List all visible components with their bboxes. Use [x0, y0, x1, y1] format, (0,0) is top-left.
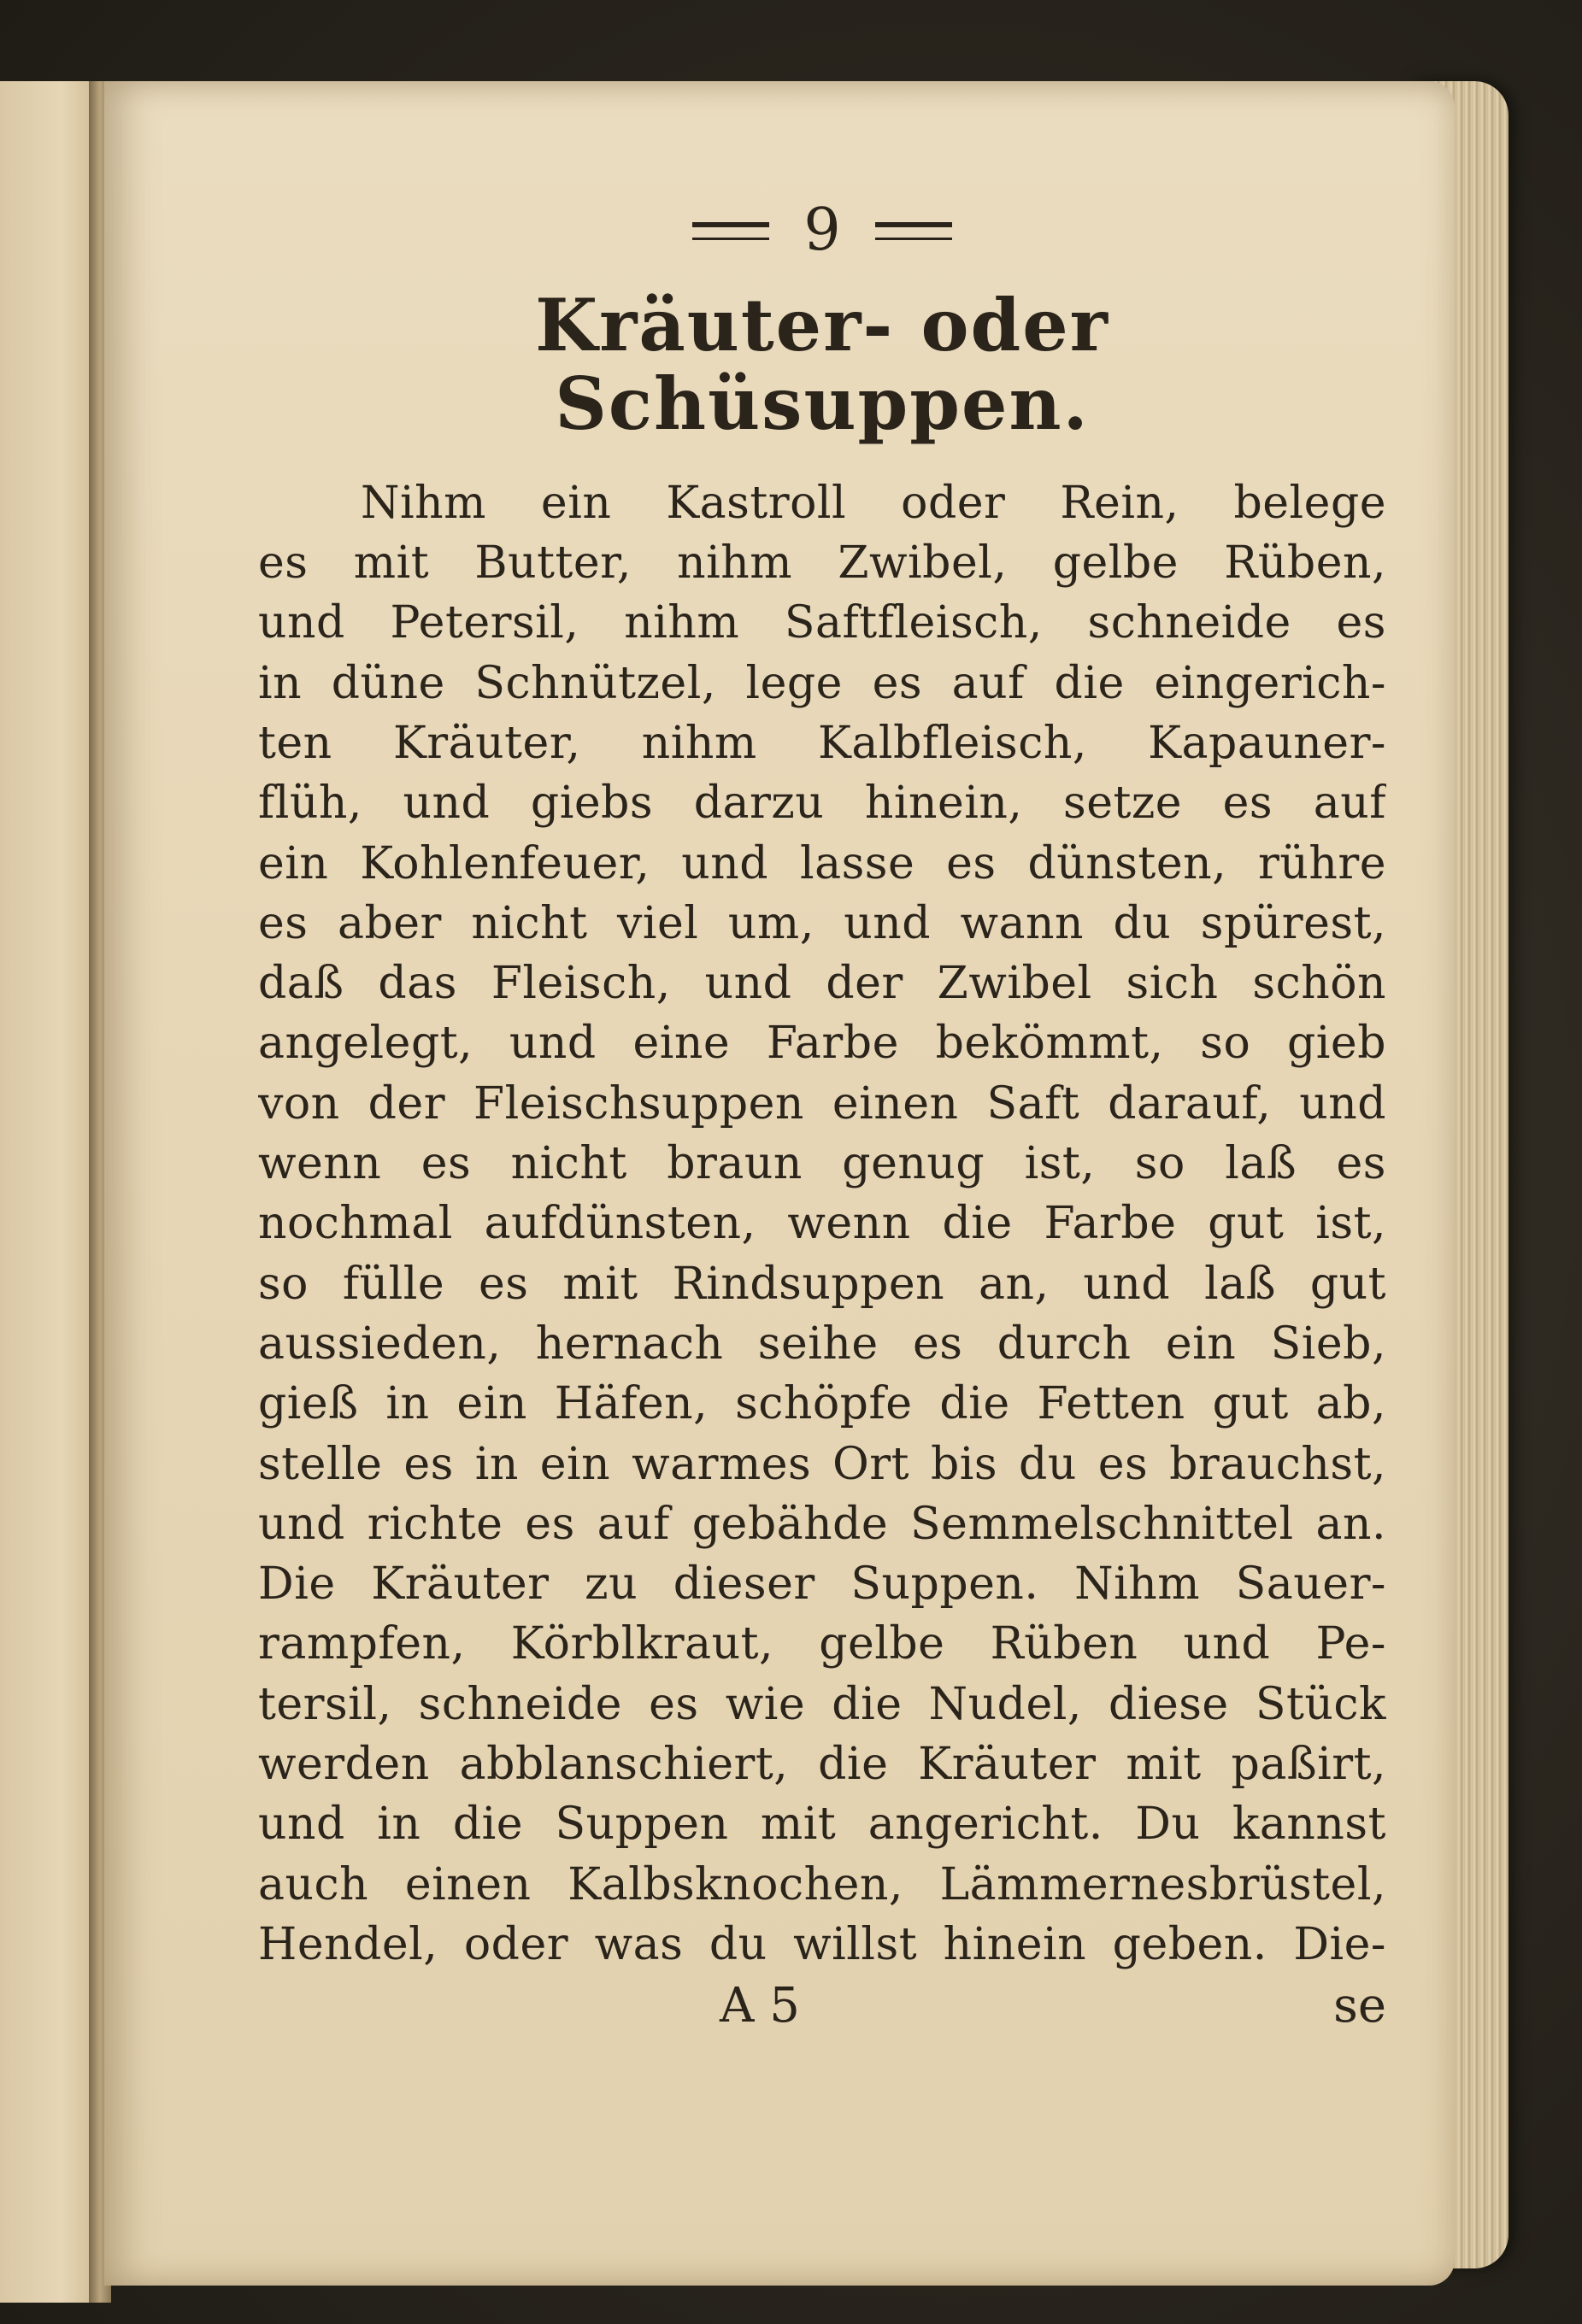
- text-block: [258, 192, 1386, 2046]
- text-line: ten Kräuter, nihm Kalbfleisch, Kapauner-: [258, 717, 1386, 769]
- text-line: ein Kohlenfeuer, und lasse es dünsten, rühre: [258, 837, 1386, 889]
- text-line: Nihm ein Kastroll oder Rein, belege: [361, 477, 1386, 529]
- text-line: auch einen Kalbsknochen, Lämmernesbrüstel,: [258, 1858, 1386, 1910]
- text-line: es aber nicht viel um, und wann du spürest,: [258, 897, 1386, 949]
- ornament-rule-left: [692, 222, 769, 240]
- text-line: rampfen, Körblkraut, gelbe Rüben und Pe-: [258, 1618, 1386, 1670]
- text-line: Die Kräuter zu dieser Suppen. Nihm Sauer-: [258, 1558, 1386, 1611]
- text-line: und richte es auf gebähde Semmelschnittel an.: [258, 1498, 1386, 1550]
- text-line: so fülle es mit Rindsuppen an, und laß gut: [258, 1258, 1386, 1310]
- text-line: angelegt, und eine Farbe bekömmt, so gieb: [258, 1018, 1386, 1070]
- text-line: stelle es in ein warmes Ort bis du es brauchst,: [258, 1438, 1386, 1490]
- text-line: wenn es nicht braun genug ist, so laß es: [258, 1138, 1386, 1190]
- text-line: daß das Fleisch, und der Zwibel sich schön: [258, 958, 1386, 1010]
- text-line: gieß in ein Häfen, schöpfe die Fetten gut ab,: [258, 1378, 1386, 1430]
- text-line: und in die Suppen mit angericht. Du kannst: [258, 1799, 1386, 1851]
- signature-mark: A 5: [720, 1978, 800, 2034]
- text-line: von der Fleischsuppen einen Saft darauf, und: [258, 1077, 1386, 1130]
- text-line: und Petersil, nihm Saftfleisch, schneide es: [258, 597, 1386, 649]
- text-line: flüh, und giebs darzu hinein, setze es auf: [258, 778, 1386, 830]
- text-line: aussieden, hernach seihe es durch ein Sieb,: [258, 1318, 1386, 1370]
- page-number: 9: [803, 197, 841, 264]
- text-line: es mit Butter, nihm Zwibel, gelbe Rüben,: [258, 537, 1386, 590]
- page-footer: [258, 1978, 1386, 2046]
- running-head: [258, 192, 1386, 269]
- text-line: in düne Schnützel, lege es auf die eingerich-: [258, 657, 1386, 709]
- text-line: Hendel, oder was du willst hinein geben. Die-: [258, 1918, 1386, 1970]
- text-line: nochmal aufdünsten, wenn die Farbe gut ist,: [258, 1198, 1386, 1250]
- ornament-rule-right: [875, 222, 952, 240]
- recipe-heading: Kräuter- oder Schüsuppen.: [535, 283, 1109, 447]
- text-line: tersil, schneide es wie die Nudel, diese Stück: [258, 1678, 1386, 1730]
- catchword: se: [1333, 1978, 1386, 2034]
- text-line: werden abblanschiert, die Kräuter mit paßirt,: [258, 1739, 1386, 1791]
- body-text: [258, 473, 1386, 1975]
- book-page: [104, 81, 1455, 2286]
